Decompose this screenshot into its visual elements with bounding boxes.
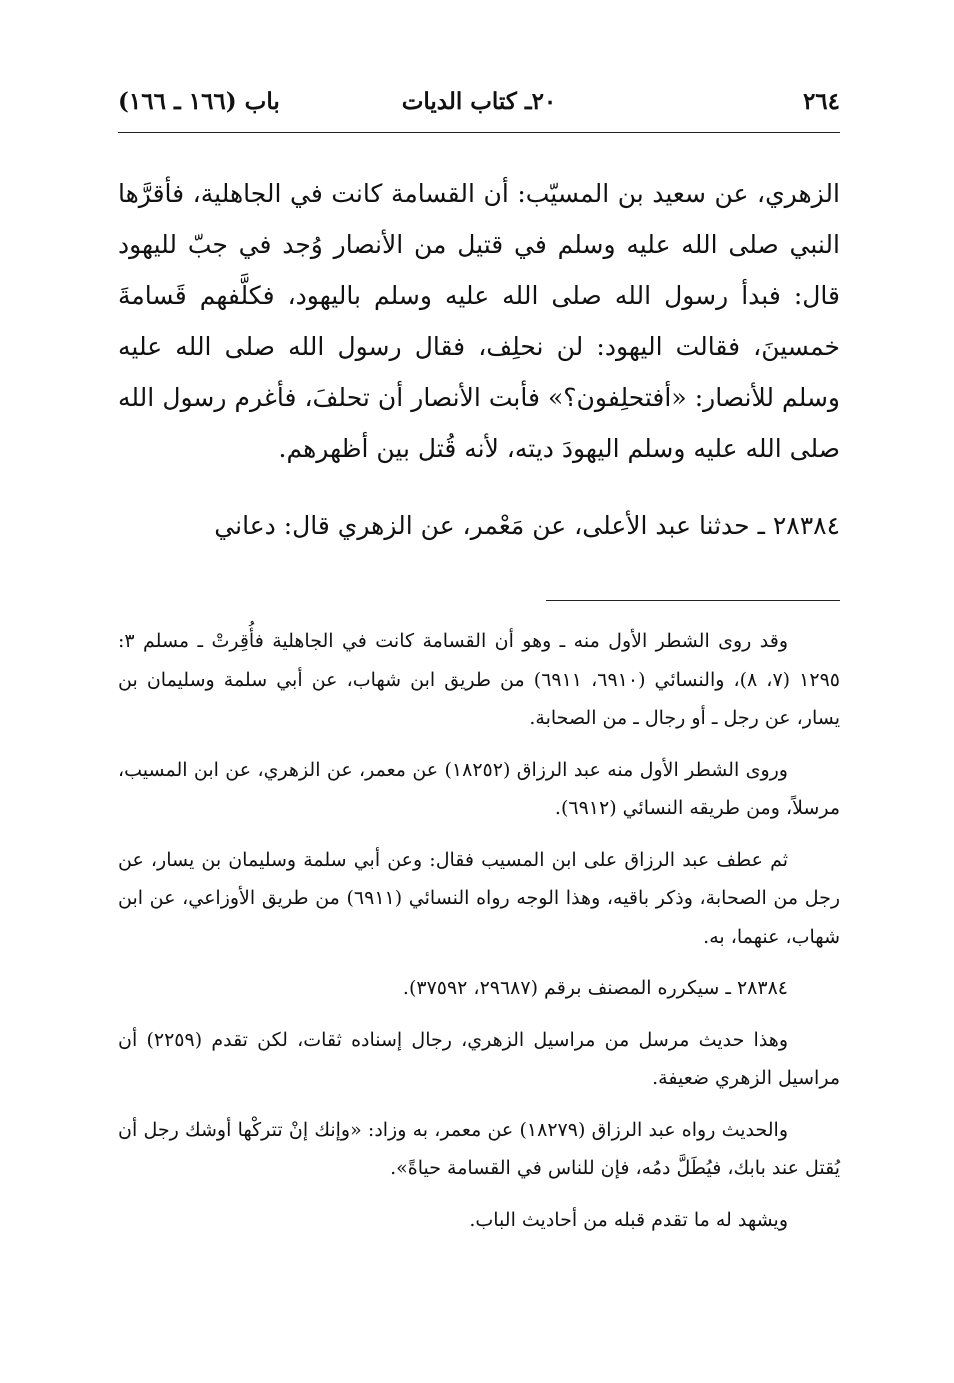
main-text bbox=[118, 168, 840, 551]
footnote-paragraph: والحديث رواه عبد الرزاق (١٨٢٧٩) عن معمر، به وزاد: «وإنك إنْ تتركْها أوشك رجل أن يُقتل عند بابك، فيُطَلَّ دمُه، فإن للناس في القسامة حياةً». bbox=[118, 1118, 840, 1179]
chapter-reference: باب (١٦٦ ـ ١٦٦) bbox=[118, 88, 280, 115]
header-divider bbox=[118, 132, 840, 133]
footnote-paragraph: ٢٨٣٨٤ ـ سيكرره المصنف برقم (٢٩٦٨٧، ٣٧٥٩٢). bbox=[402, 977, 788, 999]
page-header bbox=[118, 88, 840, 124]
footnote-paragraph: وروى الشطر الأول منه عبد الرزاق (١٨٢٥٢) عن معمر، عن الزهري، عن ابن المسيب، مرسلاً، ومن طريقه النسائي (٦٩١٢). bbox=[118, 758, 840, 819]
footnote-paragraph: وهذا حديث مرسل من مراسيل الزهري، رجال إسناده ثقات، لكن تقدم (٢٢٥٩) أن مراسيل الزهري ضعيفة. bbox=[118, 1028, 840, 1089]
footnote-paragraph: ويشهد له ما تقدم قبله من أحاديث الباب. bbox=[469, 1208, 788, 1231]
book-title: ٢٠ـ كتاب الديات bbox=[401, 88, 557, 115]
hadith-28384-opening: ٢٨٣٨٤ ـ حدثنا عبد الأعلى، عن مَعْمر، عن الزهري قال: دعاني bbox=[214, 511, 840, 540]
footnote-paragraph: ثم عطف عبد الرزاق على ابن المسيب فقال: وعن أبي سلمة وسليمان بن يسار، عن رجل من الصحابة، وذكر باقيه، وهذا الوجه رواه النسائي (٦٩١١) من طريق الأوزاعي، عن ابن شهاب، عنهما، به. bbox=[118, 848, 840, 948]
hadith-text-continuation: الزهري، عن سعيد بن المسيّب: أن القسامة كانت في الجاهلية، فأقرَّها النبي صلى الله عليه وسلم في قتيل من الأنصار وُجد في جبّ لليهود قال: فبدأ رسول الله صلى الله عليه وسلم باليهود، فكلَّفهم قَسامةَ خمسينَ، فقالت اليهود: لن نحلِف، فقال رسول الله صلى الله عليه وسلم للأنصار: «أفتحلِفون؟» فأبت الأنصار أن تحلفَ، فأغرم رسول الله صلى الله عليه وسلم اليهودَ ديته، لأنه قُتل بين أظهرهم. bbox=[118, 179, 840, 463]
footnotes bbox=[118, 622, 840, 1239]
page-number: ٢٦٤ bbox=[802, 88, 840, 115]
footnote-divider bbox=[546, 600, 840, 601]
footnote-paragraph: وقد روى الشطر الأول منه ـ وهو أن القسامة كانت في الجاهلية فأُقِرتْ ـ مسلم ٣: ١٢٩٥ (٧، ٨)، والنسائي (٦٩١٠، ٦٩١١) من طريق ابن شهاب، عن أبي سلمة وسليمان بن يسار، عن رجل ـ أو رجال ـ من الصحابة. bbox=[118, 630, 840, 729]
